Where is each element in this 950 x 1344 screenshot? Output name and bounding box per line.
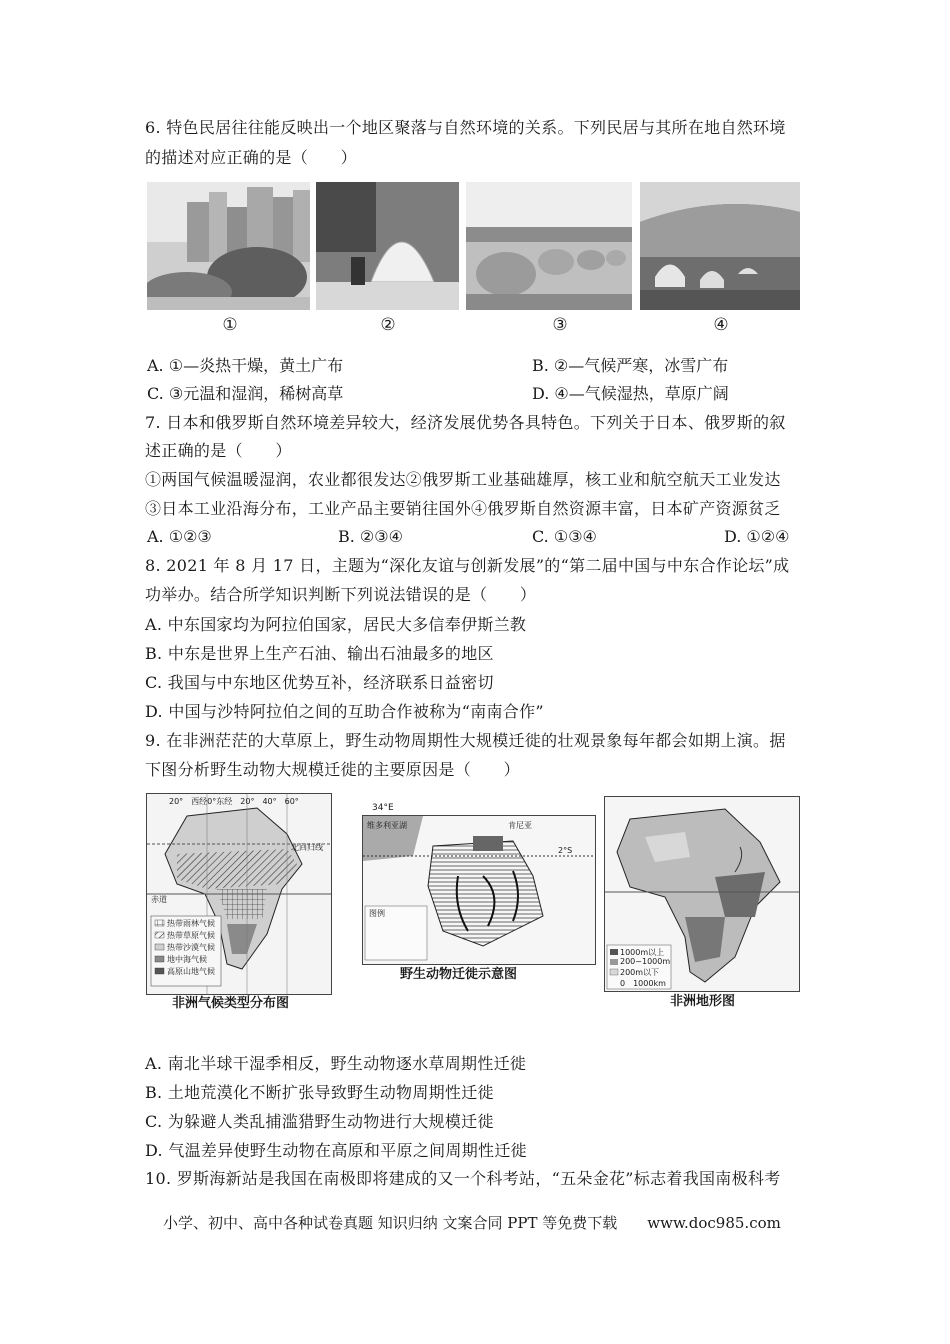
- q6-option-c: C. ③元温和湿润，稀树高草: [147, 384, 344, 403]
- q9-stem-line1: 9. 在非洲茫茫的大草原上，野生动物周期性大规模迁徙的壮观景象每年都会如期上演。据: [145, 731, 786, 750]
- q6-option-d: D. ④—气候湿热，草原广阔: [532, 384, 729, 403]
- q6-stem-line2: 的描述对应正确的是（ ）: [145, 148, 357, 167]
- page-footer: 小学、初中、高中各种试卷真题 知识归纳 文案合同 PPT 等免费下载 www.doc985.com: [163, 1214, 781, 1232]
- q8-stem-line2: 功举办。结合所学知识判断下列说法错误的是（ ）: [145, 585, 537, 604]
- terrain-legend-1: 1000m以上: [620, 948, 665, 957]
- q7-option-a: A. ①②③: [147, 527, 212, 546]
- climate-legend-3: 热带沙漠气候: [167, 943, 215, 952]
- migration-map: [362, 815, 596, 965]
- photo-4-yurts: [640, 182, 800, 310]
- migration-map-lat-label: 2°S: [558, 846, 573, 855]
- q7-statement-line1: ①两国气候温暖湿润，农业都很发达②俄罗斯工业基础雄厚，核工业和航空航天工业发达: [145, 470, 781, 489]
- climate-legend-5: 高原山地气候: [167, 967, 215, 976]
- q8-option-d: D. 中国与沙特阿拉伯之间的互助合作被称为“南南合作”: [145, 702, 544, 721]
- migration-map-kenya-label: 肯尼亚: [508, 821, 532, 830]
- terrain-scale: 0 1000km: [620, 979, 666, 988]
- climate-map-tropic-label: 北回归线: [291, 843, 323, 852]
- climate-legend-4: 地中海气候: [167, 955, 207, 964]
- photo-label-2: ②: [380, 315, 396, 335]
- migration-map-longitude-label: 34°E: [372, 803, 394, 813]
- q7-option-c: C. ①③④: [532, 527, 597, 546]
- terrain-map-caption: 非洲地形图: [670, 994, 736, 1009]
- q6-option-b: B. ②—气候严寒，冰雪广布: [532, 356, 729, 375]
- migration-map-caption: 野生动物迁徙示意图: [400, 967, 518, 982]
- q8-stem-line1: 8. 2021 年 8 月 17 日，主题为“深化友谊与创新发展”的“第二届中国与中东合作论坛”成: [145, 556, 790, 575]
- africa-climate-map: [146, 793, 332, 995]
- q9-option-c: C. 为躲避人类乱捕滥猎野生动物进行大规模迁徙: [145, 1112, 494, 1131]
- climate-legend-1: 热带雨林气候: [167, 919, 215, 928]
- q8-option-c: C. 我国与中东地区优势互补，经济联系日益密切: [145, 673, 494, 692]
- q7-stem-line1: 7. 日本和俄罗斯自然环境差异较大，经济发展优势各具特色。下列关于日本、俄罗斯的叙: [145, 413, 786, 432]
- photo-label-3: ③: [552, 315, 568, 335]
- photo-3-grass-huts: [466, 182, 632, 310]
- q9-option-b: B. 土地荒漠化不断扩张导致野生动物周期性迁徙: [145, 1083, 494, 1102]
- q7-statement-line2: ③日本工业沿海分布，工业产品主要销往国外④俄罗斯自然资源丰富，日本矿产资源贫乏: [145, 499, 781, 518]
- photo-1-desert-houses: [147, 182, 310, 310]
- terrain-legend-2: 200~1000m: [620, 957, 671, 966]
- photo-2-igloo: [316, 182, 459, 310]
- climate-legend-2: 热带草原气候: [167, 931, 215, 940]
- africa-terrain-map: [604, 796, 800, 992]
- q8-option-b: B. 中东是世界上生产石油、输出石油最多的地区: [145, 644, 494, 663]
- q6-stem-line1: 6. 特色民居往往能反映出一个地区聚落与自然环境的关系。下列民居与其所在地自然环境: [145, 118, 786, 137]
- climate-map-top-label: 20° 西经0°东经 20° 40° 60°: [169, 797, 299, 806]
- migration-map-lake-label: 维多利亚湖: [367, 821, 407, 830]
- q6-option-a: A. ①—炎热干燥，黄土广布: [147, 356, 344, 375]
- climate-map-equator-label: 赤道: [151, 895, 167, 904]
- terrain-legend-3: 200m以下: [620, 968, 660, 977]
- q9-option-d: D. 气温差异使野生动物在高原和平原之间周期性迁徙: [145, 1141, 527, 1160]
- climate-map-caption: 非洲气候类型分布图: [172, 996, 290, 1011]
- q8-option-a: A. 中东国家均为阿拉伯国家，居民大多信奉伊斯兰教: [145, 615, 527, 634]
- migration-legend-title: 图例: [369, 909, 385, 918]
- q7-option-d: D. ①②④: [724, 527, 790, 546]
- q9-stem-line2: 下图分析野生动物大规模迁徙的主要原因是（ ）: [145, 760, 520, 779]
- q7-option-b: B. ②③④: [338, 527, 403, 546]
- photo-label-1: ①: [222, 315, 238, 335]
- q9-option-a: A. 南北半球干湿季相反，野生动物逐水草周期性迁徙: [145, 1054, 527, 1073]
- photo-label-4: ④: [713, 315, 729, 335]
- q7-stem-line2: 述正确的是（ ）: [145, 441, 292, 460]
- q10-stem-line1: 10. 罗斯海新站是我国在南极即将建成的又一个科考站，“五朵金花”标志着我国南极科考: [145, 1169, 781, 1188]
